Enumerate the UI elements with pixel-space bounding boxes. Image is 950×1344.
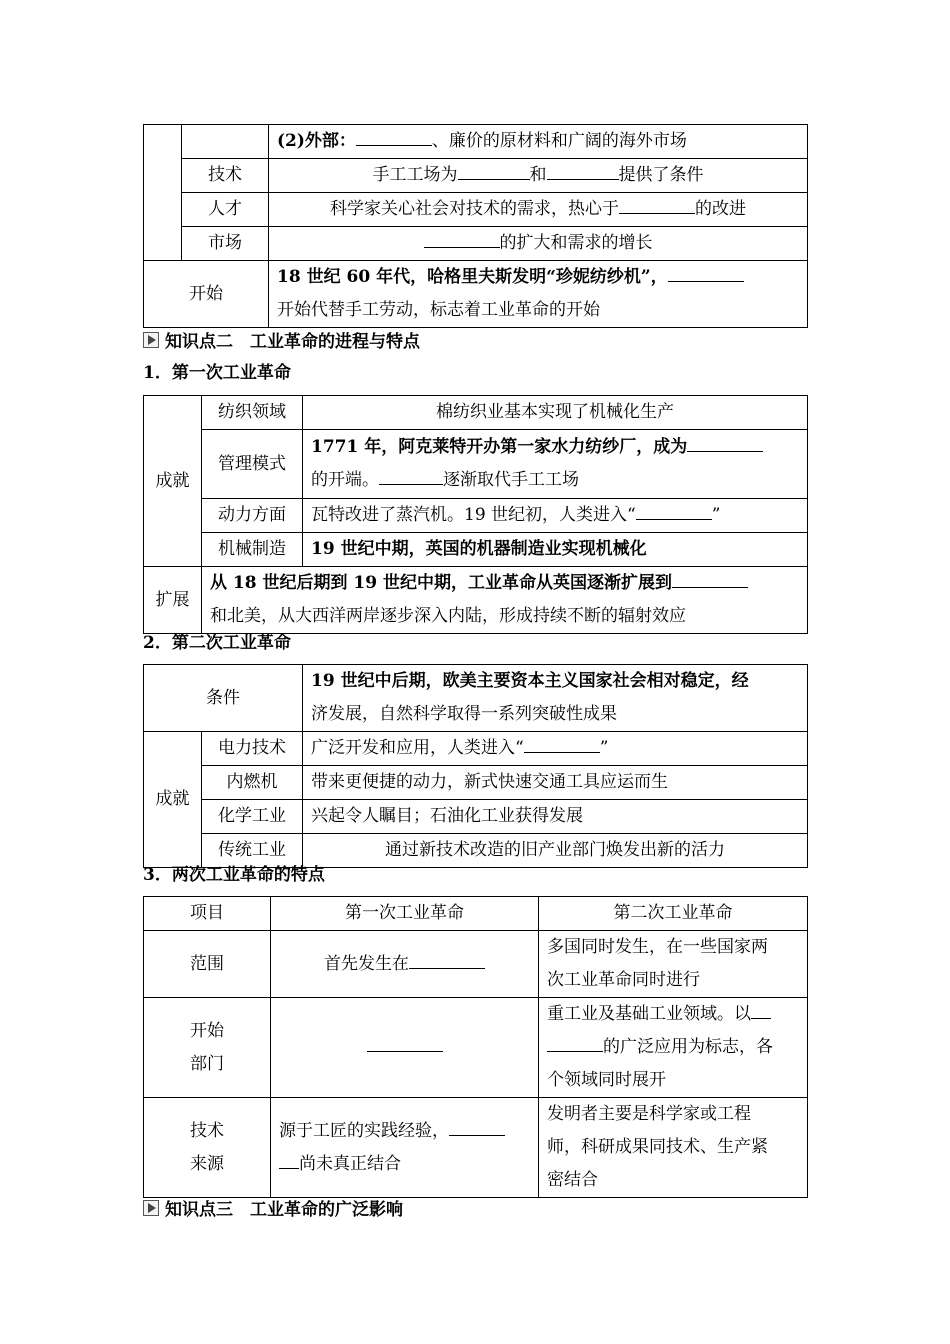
talent-cell xyxy=(269,193,808,227)
source-label-2: 来源 xyxy=(190,1153,224,1174)
label-achievement-1: 成就 xyxy=(144,396,202,567)
section-3-heading: 3．两次工业革命的特点 xyxy=(143,865,325,885)
sector-label-2: 部门 xyxy=(190,1053,224,1074)
external-text-2: 、廉价的原材料和广阔的海外市场 xyxy=(431,131,687,151)
textile-cell: 棉纺织业基本实现了机械化生产 xyxy=(303,396,808,430)
blank[interactable] xyxy=(379,466,443,485)
condition-line-1: 19 世纪中后期，欧美主要资本主义国家社会相对稳定，经 xyxy=(311,671,749,691)
market-cell xyxy=(269,227,808,261)
power-text-b: ” xyxy=(711,505,721,525)
blank[interactable] xyxy=(547,161,619,180)
source-first-cell xyxy=(271,1098,539,1198)
machinery-cell: 19 世纪中期，英国的机器制造业实现机械化 xyxy=(303,533,808,567)
knowledge-point-3 xyxy=(143,1195,403,1220)
label-combustion: 内燃机 xyxy=(202,766,303,800)
label-machinery: 机械制造 xyxy=(202,533,303,567)
label-achievement-2: 成就 xyxy=(144,732,202,868)
management-line-2a: 的开端。 xyxy=(311,470,379,490)
blank[interactable] xyxy=(367,1033,443,1052)
sector-second-line-3: 个领域同时展开 xyxy=(547,1070,666,1090)
external-text: (2)外部： xyxy=(277,131,356,151)
power-cell xyxy=(303,499,808,533)
tech-text-2: 和 xyxy=(529,165,547,185)
blank[interactable] xyxy=(458,161,530,180)
talent-text-2: 的改进 xyxy=(695,199,746,219)
scope-second-line-2: 次工业革命同时进行 xyxy=(547,970,700,990)
source-second-cell xyxy=(539,1098,808,1198)
scope-second-cell xyxy=(539,931,808,998)
source-label-1: 技术 xyxy=(190,1120,224,1141)
condition-line-2: 济发展，自然科学取得一系列突破性成果 xyxy=(311,704,617,724)
label-talent: 人才 xyxy=(182,193,269,227)
management-cell xyxy=(303,430,808,499)
scope-second-line-1: 多国同时发生，在一些国家两 xyxy=(547,937,768,957)
play-triangle-icon xyxy=(143,1200,159,1216)
start-line-2: 开始代替手工劳动，标志着工业革命的开始 xyxy=(277,300,600,320)
table-second-revolution xyxy=(143,664,808,868)
label-power: 动力方面 xyxy=(202,499,303,533)
header-first: 第一次工业革命 xyxy=(271,897,539,931)
label-source xyxy=(144,1098,271,1198)
blank[interactable] xyxy=(279,1150,299,1169)
blank[interactable] xyxy=(668,263,744,282)
empty-label-cell xyxy=(182,125,269,159)
market-text: 的扩大和需求的增长 xyxy=(499,233,653,253)
sector-label-1: 开始 xyxy=(190,1020,224,1041)
scope-first-cell xyxy=(271,931,539,998)
label-expand: 扩展 xyxy=(144,567,202,634)
source-first-line-2: 尚未真正结合 xyxy=(299,1153,401,1174)
electric-text-b: ” xyxy=(599,738,609,758)
kp2-title: 知识点二 工业革命的进程与特点 xyxy=(165,332,420,352)
source-second-line-2: 师，科研成果同技术、生产紧 xyxy=(547,1137,768,1157)
header-second: 第二次工业革命 xyxy=(539,897,808,931)
traditional-cell: 通过新技术改造的旧产业部门焕发出新的活力 xyxy=(303,834,808,868)
start-cell xyxy=(269,261,808,328)
talent-text-1: 科学家关心社会对技术的需求，热心于 xyxy=(330,199,619,219)
knowledge-point-2 xyxy=(143,327,420,352)
management-line-1: 1771 年，阿克莱特开办第一家水力纺纱厂，成为 xyxy=(311,437,688,457)
sector-second-line-2: 的广泛应用为标志，各 xyxy=(603,1037,773,1057)
start-line-1: 18 世纪 60 年代，哈格里夫斯发明“珍妮纺纱机”， xyxy=(277,267,668,287)
blank[interactable] xyxy=(449,1117,505,1136)
management-line-2b: 逐渐取代手工工场 xyxy=(443,470,579,490)
header-item: 项目 xyxy=(144,897,271,931)
source-second-line-1: 发明者主要是科学家或工程 xyxy=(547,1104,751,1124)
section-2-heading: 2．第二次工业革命 xyxy=(143,633,291,653)
sector-first-cell xyxy=(271,998,539,1098)
label-condition: 条件 xyxy=(144,665,303,732)
label-chemical: 化学工业 xyxy=(202,800,303,834)
chemical-cell: 兴起令人瞩目；石油化工业获得发展 xyxy=(303,800,808,834)
label-scope: 范围 xyxy=(144,931,271,998)
blank[interactable] xyxy=(424,229,500,248)
blank[interactable] xyxy=(409,950,485,969)
kp3-title: 知识点三 工业革命的广泛影响 xyxy=(165,1200,403,1220)
blank[interactable] xyxy=(672,569,748,588)
combustion-cell: 带来更便捷的动力，新式快速交通工具应运而生 xyxy=(303,766,808,800)
blank[interactable] xyxy=(547,1033,603,1052)
table-conditions xyxy=(143,124,808,328)
label-electric: 电力技术 xyxy=(202,732,303,766)
label-textile: 纺织领域 xyxy=(202,396,303,430)
table-first-revolution xyxy=(143,395,808,634)
tech-text-3: 提供了条件 xyxy=(618,165,704,185)
label-tech: 技术 xyxy=(182,159,269,193)
power-text-a: 瓦特改进了蒸汽机。19 世纪初，人类进入“ xyxy=(311,505,636,525)
table-characteristics xyxy=(143,896,808,1198)
blank[interactable] xyxy=(619,195,695,214)
label-management: 管理模式 xyxy=(202,430,303,499)
source-first-line-1: 源于工匠的实践经验， xyxy=(279,1120,449,1141)
label-start: 开始 xyxy=(144,261,269,328)
scope-first-text: 首先发生在 xyxy=(324,953,409,974)
expand-line-1: 从 18 世纪后期到 19 世纪中期，工业革命从英国逐渐扩展到 xyxy=(210,573,672,593)
source-second-line-3: 密结合 xyxy=(547,1170,598,1190)
expand-line-2: 和北美，从大西洋两岸逐步深入内陆，形成持续不断的辐射效应 xyxy=(210,606,686,626)
label-market: 市场 xyxy=(182,227,269,261)
electric-text-a: 广泛开发和应用，人类进入“ xyxy=(311,738,524,758)
label-sector xyxy=(144,998,271,1098)
blank[interactable] xyxy=(751,1000,771,1019)
section-1-heading: 1．第一次工业革命 xyxy=(143,363,291,383)
tech-text-1: 手工工场为 xyxy=(372,165,458,185)
blank[interactable] xyxy=(636,501,712,520)
electric-cell xyxy=(303,732,808,766)
external-cell xyxy=(269,125,808,159)
sector-second-cell xyxy=(539,998,808,1098)
blank[interactable] xyxy=(524,734,600,753)
label-traditional: 传统工业 xyxy=(202,834,303,868)
expand-cell xyxy=(202,567,808,634)
merged-cell-left xyxy=(144,125,182,261)
blank[interactable] xyxy=(356,127,432,146)
sector-second-line-1: 重工业及基础工业领域。以 xyxy=(547,1004,751,1024)
blank[interactable] xyxy=(687,433,763,452)
condition-cell xyxy=(303,665,808,732)
tech-cell xyxy=(269,159,808,193)
play-triangle-icon xyxy=(143,332,159,348)
